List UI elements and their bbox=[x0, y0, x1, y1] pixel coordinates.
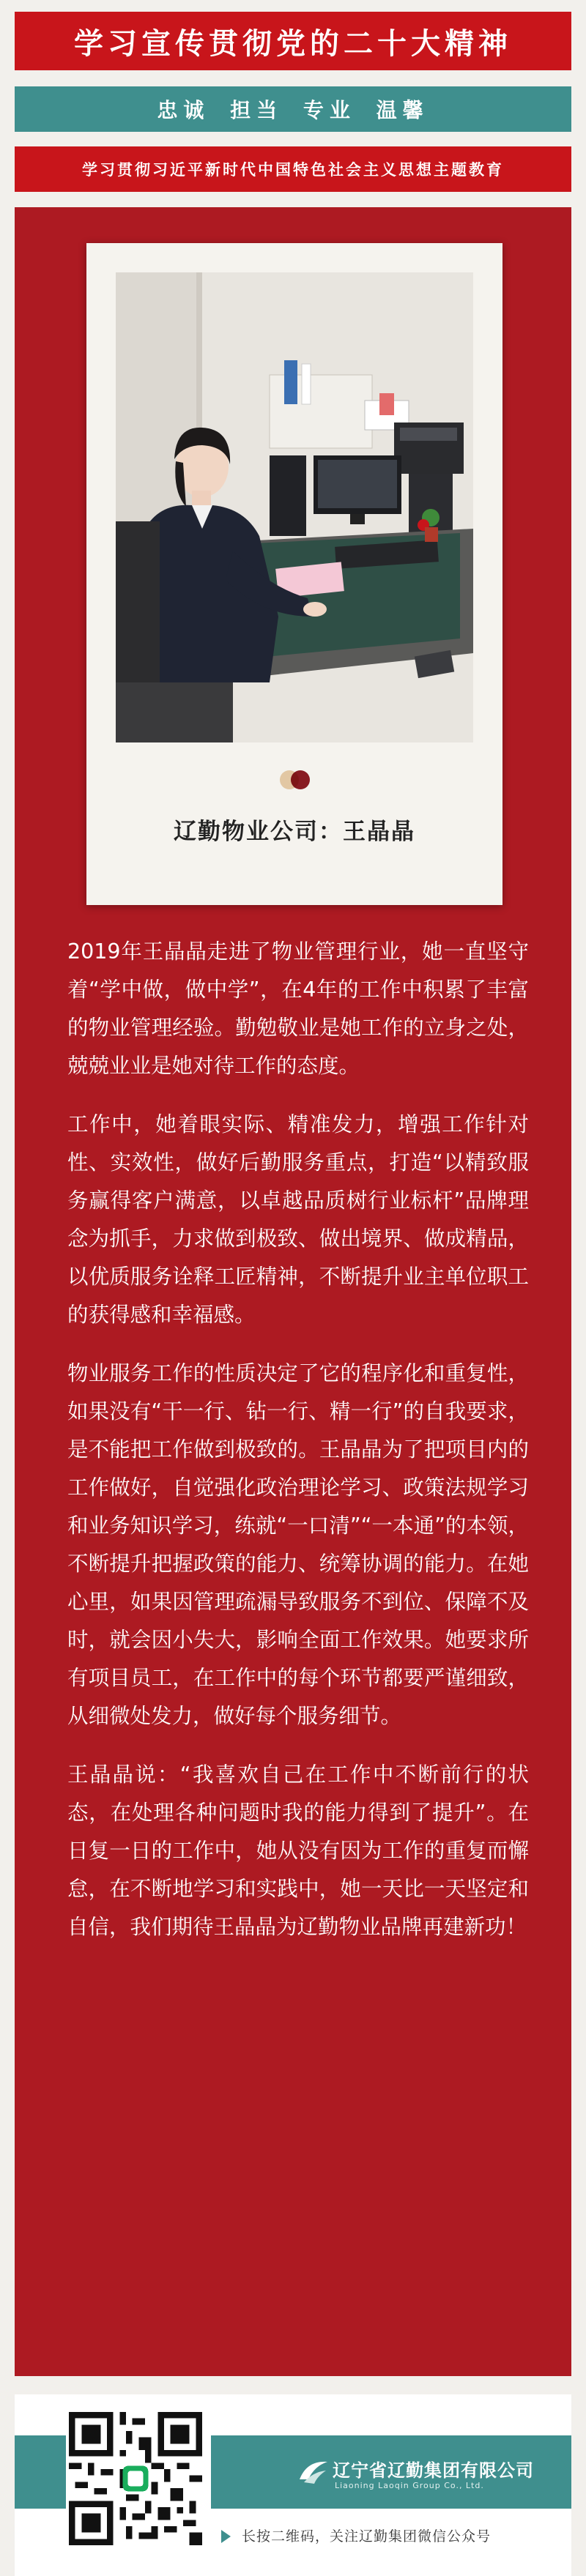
banner-motto-text: 忠诚 担当 专业 温馨 bbox=[157, 98, 429, 122]
company-name-en: Liaoning Laoqin Group Co., Ltd. bbox=[335, 2481, 484, 2490]
decorative-dots bbox=[280, 770, 312, 791]
profile-photo bbox=[116, 272, 473, 742]
profile-card bbox=[86, 243, 502, 905]
article-paragraph: 2019年王晶晶走进了物业管理行业，她一直坚守着“学中做，做中学”，在4年的工作中积累了丰富的物业管理经验。勤勉敬业是她工作的立身之处，兢兢业业是她对待工作的态度。 bbox=[67, 939, 529, 1078]
banner-subtitle-text: 学习贯彻习近平新时代中国特色社会主义思想主题教育 bbox=[82, 161, 504, 179]
footer bbox=[15, 2394, 571, 2576]
footer-follow-note: 长按二维码，关注辽勤集团微信公众号 bbox=[242, 2528, 492, 2545]
article-paragraph: 王晶晶说：“我喜欢自己在工作中不断前行的状态，在处理各种问题时我的能力得到了提升”。在日复一日的工作中，她从没有因为工作的重复而懈怠，在不断地学习和实践中，她一天比一天坚定和自信，我们期待王晶晶为辽勤物业品牌再建新功！ bbox=[67, 1762, 529, 1939]
article-paragraph: 工作中，她着眼实际、精准发力，增强工作针对性、实效性，做好后勤服务重点，打造“以精致服务赢得客户满意，以卓越品质树行业标杆”品牌理念为抓手，力求做到极致、做出境界、做成精品，以优质服务诠释工匠精神，不断提升业主单位职工的获得感和幸福感。 bbox=[67, 1112, 529, 1327]
article-paragraph: 物业服务工作的性质决定了它的程序化和重复性，如果没有“干一行、钻一行、精一行”的自我要求，是不能把工作做到极致的。王晶晶为了把项目内的工作做好，自觉强化政治理论学习、政策法规学习和业务知识学习，练就“一口清”“一本通”的本领，不断提升把握政策的能力、统筹协调的能力。在她心里，如果因管理疏漏导致服务不到位、保障不及时，就会因小失大，影响全面工作效果。她要求所有项目员工，在工作中的每个环节都要严谨细致，从细微处发力，做好每个服务细节。 bbox=[67, 1361, 529, 1728]
banner-title bbox=[15, 12, 571, 70]
company-name-cn: 辽宁省辽勤集团有限公司 bbox=[333, 2460, 534, 2481]
arrow-right-icon bbox=[221, 2530, 231, 2543]
banner-motto bbox=[15, 86, 571, 132]
banner-subtitle bbox=[15, 146, 571, 192]
company-logo-icon bbox=[297, 2457, 330, 2487]
banner-title-text: 学习宣传贯彻党的二十大精神 bbox=[74, 26, 512, 61]
qr-code-icon[interactable] bbox=[66, 2409, 211, 2554]
dot-dark bbox=[291, 770, 310, 789]
article-body bbox=[67, 933, 529, 1967]
profile-caption: 辽勤物业公司：王晶晶 bbox=[174, 819, 415, 845]
